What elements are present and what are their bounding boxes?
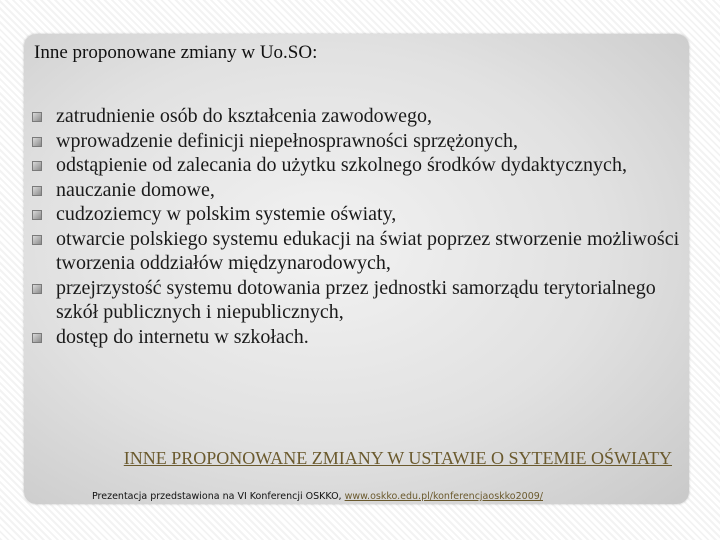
conference-link[interactable]: www.oskko.edu.pl/konferencjaoskko2009/ xyxy=(344,491,543,502)
presentation-credit xyxy=(92,491,543,502)
square-bullet-icon xyxy=(32,112,42,122)
credit-text: Prezentacja przedstawiona na VI Konferencji OSKKO, xyxy=(92,491,345,502)
list-item-text: nauczanie domowe, xyxy=(56,178,215,201)
square-bullet-icon xyxy=(32,333,42,343)
list-item xyxy=(30,276,690,325)
footer-heading-link[interactable]: INNE PROPONOWANE ZMIANY W USTAWIE O SYTEMIE OŚWIATY xyxy=(123,448,672,468)
square-bullet-icon xyxy=(32,186,42,196)
list-item xyxy=(30,104,690,129)
square-bullet-icon xyxy=(32,161,42,171)
list-item xyxy=(30,129,690,154)
list-item-text: dostęp do internetu w szkołach. xyxy=(56,325,309,348)
slide-title: Inne proponowane zmiany w Uo.SO: xyxy=(34,42,318,63)
list-item xyxy=(30,202,690,227)
list-item-text: cudzoziemcy w polskim systemie oświaty, xyxy=(56,203,397,225)
list-item-text: wprowadzenie definicji niepełnosprawności sprzężonych, xyxy=(56,129,519,152)
list-item xyxy=(30,325,690,350)
list-item xyxy=(30,153,690,178)
square-bullet-icon xyxy=(32,210,42,220)
square-bullet-icon xyxy=(32,284,42,294)
bullet-list xyxy=(30,104,690,349)
list-item xyxy=(30,178,690,203)
list-item xyxy=(30,227,690,276)
list-item-text: odstąpienie od zalecania do użytku szkolnego środków dydaktycznych, xyxy=(56,154,627,176)
list-item-text: przejrzystość systemu dotowania przez jednostki samorządu terytorialnego szkół publicznych i niepublicznych, xyxy=(56,276,656,323)
list-item-text: zatrudnienie osób do kształcenia zawodowego, xyxy=(56,105,432,127)
square-bullet-icon xyxy=(32,235,42,245)
square-bullet-icon xyxy=(32,137,42,147)
list-item-text: otwarcie polskiego systemu edukacji na świat poprzez stworzenie możliwości tworzenia oddziałów międzynarodowych, xyxy=(56,227,680,274)
